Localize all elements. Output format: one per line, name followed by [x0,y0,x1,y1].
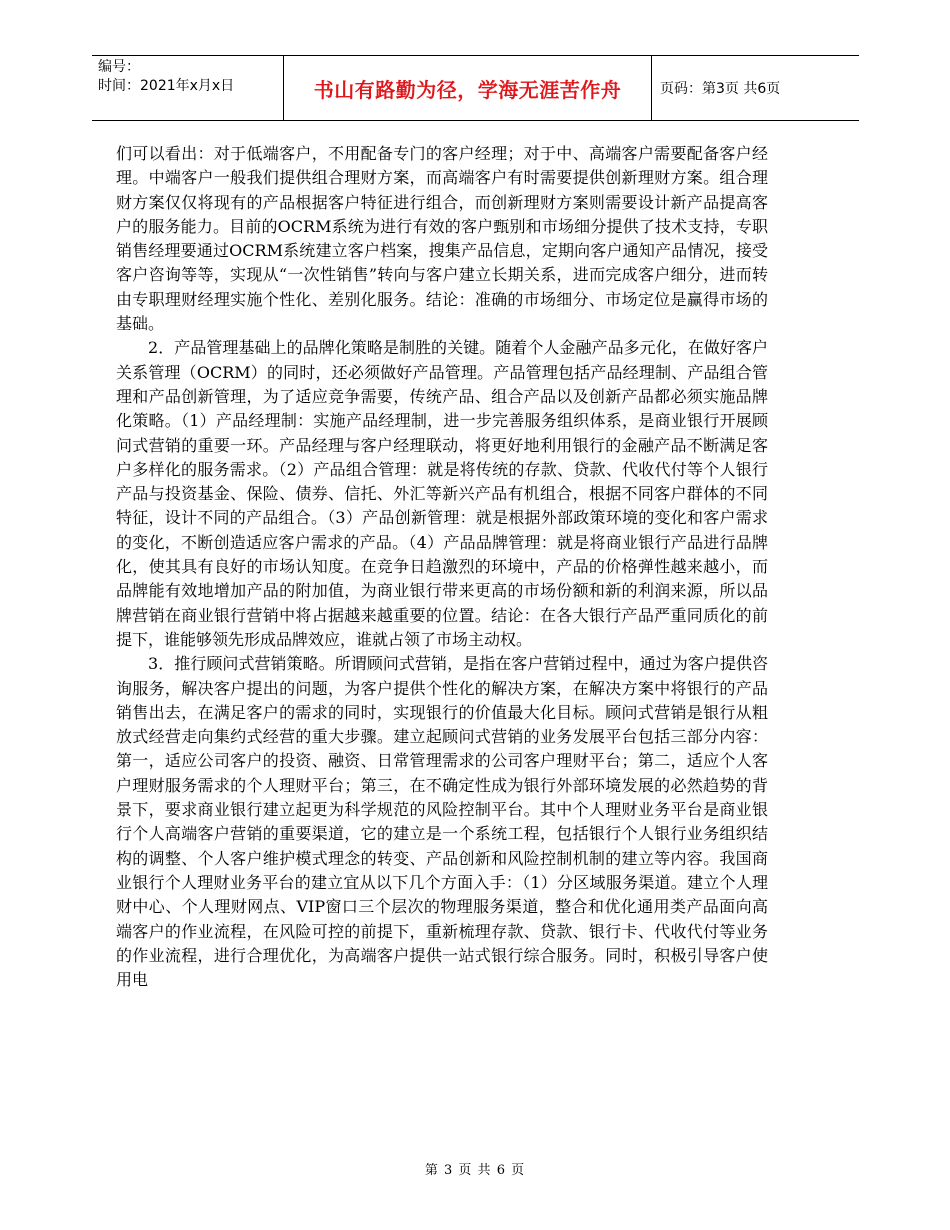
document-body [116,142,768,992]
body-paragraph-consultative-marketing: 3．推行顾问式营销策略。所谓顾问式营销，是指在客户营销过程中，通过为客户提供咨询服务，解决客户提出的问题，为客户提供个性化的解决方案，在解决方案中将银行的产品销售出去，在满足客户的需求的同时，实现银行的价值最大化目标。顾问式营销是银行从粗放式经营走向集约式经营的重大步骤。建立起顾问式营销的业务发展平台包括三部分内容：第一，适应公司客户的投资、融资、日常管理需求的公司客户理财平台；第二，适应个人客户理财服务需求的个人理财平台；第三，在不确定性成为银行外部环境发展的必然趋势的背景下，要求商业银行建立起更为科学规范的风险控制平台。其中个人理财业务平台是商业银行个人高端客户营销的重要渠道，它的建立是一个系统工程，包括银行个人银行业务组织结构的调整、个人客户维护模式理念的转变、产品创新和风险控制机制的建立等内容。我国商业银行个人理财业务平台的建立宜从以下几个方面入手：（1）分区域服务渠道。建立个人理财中心、个人理财网点、VIP窗口三个层次的物理服务渠道，整合和优化通用类产品面向高端客户的作业流程，在风险可控的前提下，重新梳理存款、贷款、银行卡、代收代付等业务的作业流程，进行合理优化，为高端客户提供一站式银行综合服务。同时，积极引导客户使用电 [116,654,768,990]
page-footer: 第 3 页 共 6 页 [424,1163,526,1178]
document-time-label: 时间：2021年x月x日 [98,78,235,94]
body-paragraph-continuation: 们可以看出：对于低端客户，不用配备专门的客户经理；对于中、高端客户需要配备客户经理。中端客户一般我们提供组合理财方案，而高端客户有时需要提供创新理财方案。组合理财方案仅仅将现有的产品根据客户特征进行组合，而创新理财方案则需要设计新产品提高客户的服务能力。目前的OCRM系统为进行有效的客户甄别和市场细分提供了技术支持，专职销售经理要通过OCRM系统建立客户档案，搜集产品信息，定期向客户通知产品情况，接受客户咨询等等，实现从“一次性销售”转向与客户建立长期关系，进而完成客户细分，进而转由专职理财经理实施个性化、差别化服务。结论：准确的市场细分、市场定位是赢得市场的基础。 [116,144,768,334]
header-motto: 书山有路勤为径，学海无涯苦作舟 [284,56,652,120]
header-page-info: 页码：第3页 共6页 [660,81,781,97]
document-number-label: 编号： [98,59,140,75]
page-header [92,55,859,121]
header-meta-cell [92,56,284,120]
body-paragraph-product-management: 2．产品管理基础上的品牌化策略是制胜的关键。随着个人金融产品多元化，在做好客户关系管理（OCRM）的同时，还必须做好产品管理。产品管理包括产品经理制、产品组合管理和产品创新管理，为了适应竞争需要，传统产品、组合产品以及创新产品都必须实施品牌化策略。（1）产品经理制：实施产品经理制，进一步完善服务组织体系，是商业银行开展顾问式营销的重要一环。产品经理与客户经理联动，将更好地利用银行的金融产品不断满足客户多样化的服务需求。（2）产品组合管理：就是将传统的存款、贷款、代收代付等个人银行产品与投资基金、保险、债券、信托、外汇等新兴产品有机组合，根据不同客户群体的不同特征，设计不同的产品组合。（3）产品创新管理：就是根据外部政策环境的变化和客户需求的变化，不断创造适应客户需求的产品。（4）产品品牌管理：就是将商业银行产品进行品牌化，使其具有良好的市场认知度。在竞争日趋激烈的环境中，产品的价格弹性越来越小，而品牌能有效地增加产品的附加值，为商业银行带来更高的市场份额和新的利润来源，所以品牌营销在商业银行营销中将占据越来越重要的位置。结论：在各大银行产品严重同质化的前提下，谁能够领先形成品牌效应，谁就占领了市场主动权。 [116,338,768,649]
